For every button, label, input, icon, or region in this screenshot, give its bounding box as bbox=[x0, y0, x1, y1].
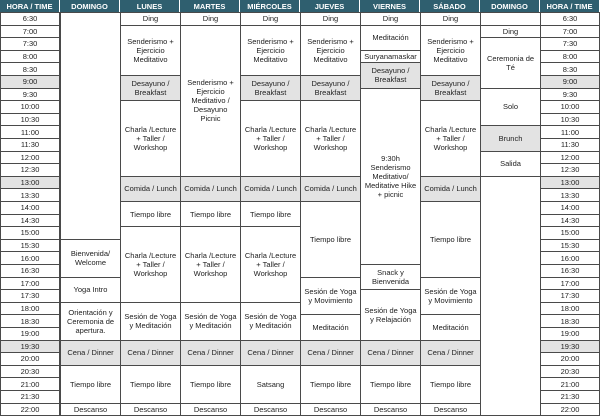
event-tiempo-libre: Tiempo libre bbox=[120, 201, 181, 227]
time-cell: 8:00 bbox=[0, 50, 60, 64]
time-cell: 16:30 bbox=[0, 264, 60, 278]
event-tiempo-libre: Tiempo libre bbox=[240, 201, 301, 227]
event-9-30h-senderismo-meditativo-meditative-hike-picnic: 9:30h Senderismo Meditativo/ Meditative Hike + picnic bbox=[360, 88, 421, 265]
time-cell: 7:30 bbox=[540, 37, 600, 51]
event-comida-lunch: Comida / Lunch bbox=[420, 176, 481, 202]
event-orientacion-y-ceremonia-de-apertura: Orientación y Ceremonia de apertura. bbox=[60, 302, 121, 341]
event-charla-lecture-taller-workshop: Charla /Lecture + Taller / Workshop bbox=[240, 226, 301, 303]
event-desayuno-breakfast: Desayuno / Breakfast bbox=[120, 75, 181, 101]
header-jueves: JUEVES bbox=[300, 0, 360, 12]
event-cena-dinner: Cena / Dinner bbox=[240, 340, 301, 366]
time-cell: 9:00 bbox=[540, 75, 600, 89]
time-cell: 13:00 bbox=[540, 176, 600, 190]
time-cell: 17:30 bbox=[540, 289, 600, 303]
event-ding: Ding bbox=[300, 12, 361, 26]
time-cell: 20:00 bbox=[0, 352, 60, 366]
time-cell: 15:00 bbox=[0, 226, 60, 240]
event-cena-dinner: Cena / Dinner bbox=[120, 340, 181, 366]
event-cena-dinner: Cena / Dinner bbox=[420, 340, 481, 366]
event-suryanamaskar: Suryanamaskar bbox=[360, 50, 421, 64]
event-tiempo-libre: Tiempo libre bbox=[300, 201, 361, 278]
event-yoga-intro: Yoga Intro bbox=[60, 277, 121, 303]
time-cell: 14:30 bbox=[540, 214, 600, 228]
time-cell: 21:30 bbox=[0, 390, 60, 404]
header-martes: MARTES bbox=[180, 0, 240, 12]
event-meditacion: Meditación bbox=[300, 314, 361, 340]
event-ding: Ding bbox=[240, 12, 301, 26]
event-tiempo-libre: Tiempo libre bbox=[180, 201, 241, 227]
time-cell: 22:00 bbox=[540, 403, 600, 417]
header-hora-time-9: HORA / TIME bbox=[540, 0, 600, 12]
time-cell: 13:30 bbox=[540, 188, 600, 202]
time-cell: 12:30 bbox=[540, 163, 600, 177]
event-cena-dinner: Cena / Dinner bbox=[180, 340, 241, 366]
time-cell: 13:00 bbox=[0, 176, 60, 190]
time-cell: 7:30 bbox=[0, 37, 60, 51]
event-sesion-de-yoga-y-meditacion: Sesión de Yoga y Meditación bbox=[240, 302, 301, 341]
event-solo: Solo bbox=[480, 88, 541, 127]
event-sesion-de-yoga-y-meditacion: Sesión de Yoga y Meditación bbox=[180, 302, 241, 341]
time-cell: 19:00 bbox=[0, 327, 60, 341]
event-ding: Ding bbox=[480, 25, 541, 39]
event-tiempo-libre: Tiempo libre bbox=[120, 365, 181, 404]
time-cell: 14:00 bbox=[540, 201, 600, 215]
time-cell: 20:30 bbox=[0, 365, 60, 379]
time-cell: 19:30 bbox=[0, 340, 60, 354]
event-tiempo-libre: Tiempo libre bbox=[420, 201, 481, 278]
header-hora-time: HORA / TIME bbox=[0, 0, 60, 12]
time-cell: 19:00 bbox=[540, 327, 600, 341]
time-cell: 12:00 bbox=[540, 151, 600, 165]
time-cell: 16:30 bbox=[540, 264, 600, 278]
time-cell: 11:00 bbox=[0, 125, 60, 139]
empty-slot bbox=[480, 12, 541, 26]
event-charla-lecture-taller-workshop: Charla /Lecture + Taller / Workshop bbox=[180, 226, 241, 303]
event-comida-lunch: Comida / Lunch bbox=[120, 176, 181, 202]
time-cell: 8:30 bbox=[0, 62, 60, 76]
time-cell: 18:30 bbox=[0, 314, 60, 328]
event-comida-lunch: Comida / Lunch bbox=[240, 176, 301, 202]
time-cell: 11:30 bbox=[540, 138, 600, 152]
event-ding: Ding bbox=[180, 12, 241, 26]
time-cell: 10:30 bbox=[0, 113, 60, 127]
event-sesion-de-yoga-y-meditacion: Sesión de Yoga y Meditación bbox=[120, 302, 181, 341]
event-ding: Ding bbox=[360, 12, 421, 26]
time-cell: 10:00 bbox=[540, 100, 600, 114]
event-meditacion: Meditación bbox=[420, 314, 481, 340]
event-comida-lunch: Comida / Lunch bbox=[300, 176, 361, 202]
time-cell: 17:00 bbox=[0, 277, 60, 291]
time-cell: 10:30 bbox=[540, 113, 600, 127]
time-cell: 15:30 bbox=[540, 239, 600, 253]
event-satsang: Satsang bbox=[240, 365, 301, 404]
event-senderismo-ejercicio-meditativo: Senderismo + Ejercicio Meditativo bbox=[240, 25, 301, 76]
event-desayuno-breakfast: Desayuno / Breakfast bbox=[420, 75, 481, 101]
event-senderismo-ejercicio-meditativo: Senderismo + Ejercicio Meditativo bbox=[300, 25, 361, 76]
time-cell: 16:00 bbox=[540, 251, 600, 265]
event-charla-lecture-taller-workshop: Charla /Lecture + Taller / Workshop bbox=[240, 100, 301, 177]
event-sesion-de-yoga-y-movimiento: Sesión de Yoga y Movimiento bbox=[420, 277, 481, 316]
event-descanso: Descanso bbox=[360, 403, 421, 417]
time-cell: 7:00 bbox=[0, 25, 60, 39]
event-descanso: Descanso bbox=[180, 403, 241, 417]
time-cell: 12:30 bbox=[0, 163, 60, 177]
event-charla-lecture-taller-workshop: Charla /Lecture + Taller / Workshop bbox=[120, 226, 181, 303]
time-cell: 16:00 bbox=[0, 251, 60, 265]
time-cell: 9:30 bbox=[540, 88, 600, 102]
event-meditacion: Meditación bbox=[360, 25, 421, 51]
time-cell: 12:00 bbox=[0, 151, 60, 165]
time-cell: 18:00 bbox=[0, 302, 60, 316]
time-cell: 21:00 bbox=[540, 377, 600, 391]
time-cell: 6:30 bbox=[540, 12, 600, 26]
event-ding: Ding bbox=[120, 12, 181, 26]
time-cell: 15:30 bbox=[0, 239, 60, 253]
event-senderismo-ejercicio-meditativo: Senderismo + Ejercicio Meditativo bbox=[420, 25, 481, 76]
event-tiempo-libre: Tiempo libre bbox=[60, 365, 121, 404]
header-lunes: LUNES bbox=[120, 0, 180, 12]
event-charla-lecture-taller-workshop: Charla /Lecture + Taller / Workshop bbox=[420, 100, 481, 177]
event-descanso: Descanso bbox=[300, 403, 361, 417]
event-bienvenida-welcome: Bienvenida/ Welcome bbox=[60, 239, 121, 278]
event-salida: Salida bbox=[480, 151, 541, 177]
event-ceremonia-de-te: Ceremonia de Té bbox=[480, 37, 541, 88]
event-tiempo-libre: Tiempo libre bbox=[420, 365, 481, 404]
event-senderismo-ejercicio-meditativo-desayuno-picnic: Senderismo + Ejercicio Meditativo / Desayuno Picnic bbox=[180, 25, 241, 177]
time-cell: 18:30 bbox=[540, 314, 600, 328]
event-tiempo-libre: Tiempo libre bbox=[180, 365, 241, 404]
event-cena-dinner: Cena / Dinner bbox=[300, 340, 361, 366]
time-cell: 18:00 bbox=[540, 302, 600, 316]
time-cell: 17:30 bbox=[0, 289, 60, 303]
event-descanso: Descanso bbox=[120, 403, 181, 417]
event-descanso: Descanso bbox=[60, 403, 121, 417]
header-sabado: SÁBADO bbox=[420, 0, 480, 12]
event-descanso: Descanso bbox=[240, 403, 301, 417]
event-cena-dinner: Cena / Dinner bbox=[360, 340, 421, 366]
event-cena-dinner: Cena / Dinner bbox=[60, 340, 121, 366]
time-cell: 20:30 bbox=[540, 365, 600, 379]
event-tiempo-libre: Tiempo libre bbox=[300, 365, 361, 404]
event-snack-y-bienvenida: Snack y Bienvenida bbox=[360, 264, 421, 290]
header-domingo: DOMINGO bbox=[60, 0, 120, 12]
empty-slot bbox=[60, 12, 121, 240]
event-desayuno-breakfast: Desayuno / Breakfast bbox=[300, 75, 361, 101]
event-desayuno-breakfast: Desayuno / Breakfast bbox=[360, 62, 421, 88]
time-cell: 7:00 bbox=[540, 25, 600, 39]
time-cell: 11:30 bbox=[0, 138, 60, 152]
time-cell: 22:00 bbox=[0, 403, 60, 417]
header-miercoles: MIÉRCOLES bbox=[240, 0, 300, 12]
time-cell: 8:30 bbox=[540, 62, 600, 76]
header-domingo-8: DOMINGO bbox=[480, 0, 540, 12]
event-brunch: Brunch bbox=[480, 125, 541, 151]
time-cell: 14:00 bbox=[0, 201, 60, 215]
time-cell: 21:00 bbox=[0, 377, 60, 391]
time-cell: 14:30 bbox=[0, 214, 60, 228]
empty-slot bbox=[480, 176, 541, 416]
time-cell: 17:00 bbox=[540, 277, 600, 291]
event-comida-lunch: Comida / Lunch bbox=[180, 176, 241, 202]
event-charla-lecture-taller-workshop: Charla /Lecture + Taller / Workshop bbox=[300, 100, 361, 177]
time-cell: 9:00 bbox=[0, 75, 60, 89]
event-tiempo-libre: Tiempo libre bbox=[360, 365, 421, 404]
event-sesion-de-yoga-y-movimiento: Sesión de Yoga y Movimiento bbox=[300, 277, 361, 316]
time-cell: 9:30 bbox=[0, 88, 60, 102]
time-cell: 8:00 bbox=[540, 50, 600, 64]
time-cell: 15:00 bbox=[540, 226, 600, 240]
time-cell: 11:00 bbox=[540, 125, 600, 139]
event-charla-lecture-taller-workshop: Charla /Lecture + Taller / Workshop bbox=[120, 100, 181, 177]
time-cell: 20:00 bbox=[540, 352, 600, 366]
event-descanso: Descanso bbox=[420, 403, 481, 417]
time-cell: 10:00 bbox=[0, 100, 60, 114]
time-cell: 13:30 bbox=[0, 188, 60, 202]
event-ding: Ding bbox=[420, 12, 481, 26]
time-cell: 19:30 bbox=[540, 340, 600, 354]
event-sesion-de-yoga-y-relajacion: Sesión de Yoga y Relajación bbox=[360, 289, 421, 340]
time-cell: 21:30 bbox=[540, 390, 600, 404]
time-cell: 6:30 bbox=[0, 12, 60, 26]
event-senderismo-ejercicio-meditativo: Senderismo + Ejercicio Meditativo bbox=[120, 25, 181, 76]
header-viernes: VIERNES bbox=[360, 0, 420, 12]
event-desayuno-breakfast: Desayuno / Breakfast bbox=[240, 75, 301, 101]
